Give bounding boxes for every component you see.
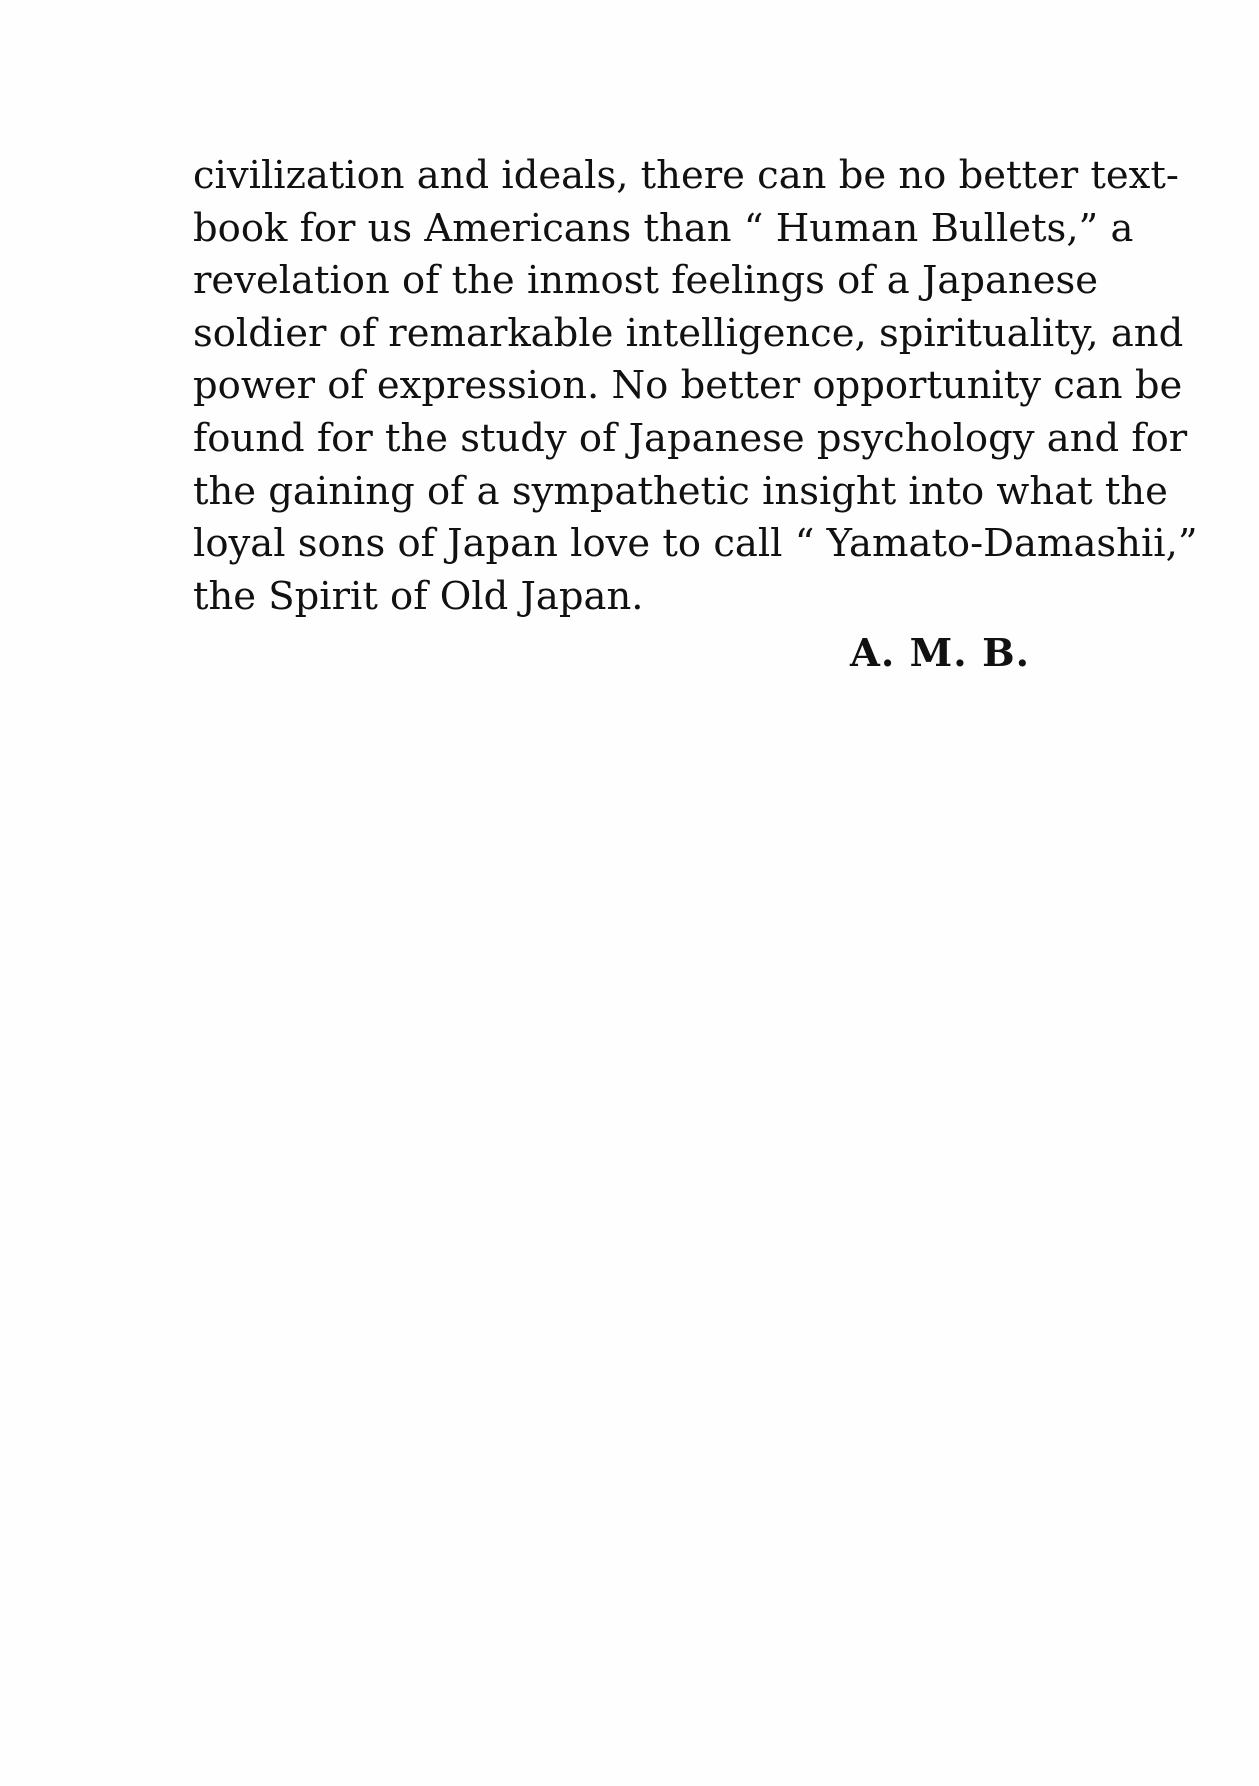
text-line: civilization and ideals, there can be no better text- — [193, 153, 1179, 198]
text-line: revelation of the inmost feelings of a Japanese — [193, 258, 1099, 304]
text-line: soldier of remarkable intelligence, spirituality, and — [193, 310, 1184, 356]
body-paragraph — [193, 150, 1198, 623]
signature-initials: A. M. B. — [850, 631, 1031, 676]
text-line: power of expression. No better opportunity can be — [193, 363, 1183, 409]
text-line: found for the study of Japanese psychology and for — [193, 415, 1188, 461]
text-line: the Spirit of Old Japan. — [193, 573, 644, 619]
text-line: the gaining of a sympathetic insight into what the — [193, 468, 1168, 514]
text-line: book for us Americans than “ Human Bullets,” a — [193, 205, 1134, 251]
text-line: loyal sons of Japan love to call “ Yamato-Damashii,” — [193, 521, 1198, 567]
